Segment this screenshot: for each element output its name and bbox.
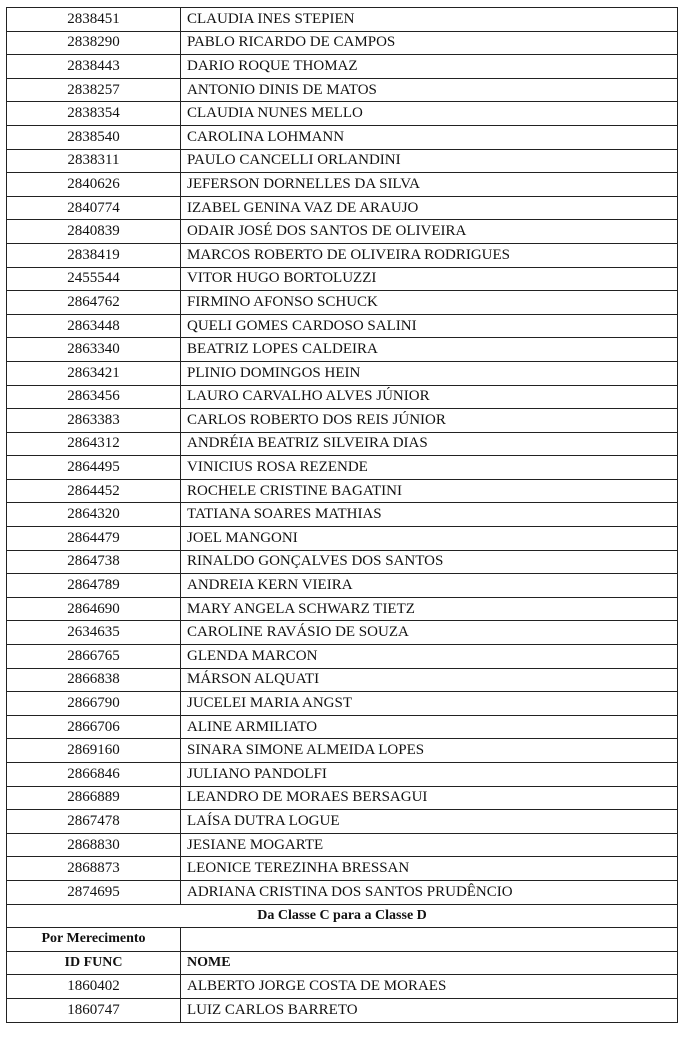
table-row	[7, 173, 678, 197]
employee-name: SINARA SIMONE ALMEIDA LOPES	[181, 739, 678, 763]
table-row	[7, 361, 678, 385]
table-row	[7, 574, 678, 598]
employee-id: 2838257	[7, 78, 181, 102]
employee-name: MARY ANGELA SCHWARZ TIETZ	[181, 597, 678, 621]
merit-label: Por Merecimento	[7, 928, 181, 952]
employee-name: CLAUDIA NUNES MELLO	[181, 102, 678, 126]
employee-name: RINALDO GONÇALVES DOS SANTOS	[181, 550, 678, 574]
header-row	[7, 951, 678, 975]
table-row	[7, 668, 678, 692]
table-row	[7, 739, 678, 763]
employee-name: MÁRSON ALQUATI	[181, 668, 678, 692]
employee-id: 2868873	[7, 857, 181, 881]
employee-id: 2866706	[7, 715, 181, 739]
table-row	[7, 880, 678, 904]
table-body	[7, 8, 678, 1023]
employee-id: 2868830	[7, 833, 181, 857]
employee-id: 1860747	[7, 998, 181, 1022]
employee-id: 2838540	[7, 125, 181, 149]
table-row	[7, 102, 678, 126]
table-row	[7, 267, 678, 291]
employee-table	[6, 7, 678, 1023]
employee-name: TATIANA SOARES MATHIAS	[181, 503, 678, 527]
employee-id: 2864479	[7, 527, 181, 551]
employee-name: PAULO CANCELLI ORLANDINI	[181, 149, 678, 173]
employee-name: VINICIUS ROSA REZENDE	[181, 456, 678, 480]
name-header: NOME	[181, 951, 678, 975]
employee-name: GLENDA MARCON	[181, 645, 678, 669]
table-row	[7, 8, 678, 32]
employee-name: LEANDRO DE MORAES BERSAGUI	[181, 786, 678, 810]
employee-name: ANDREIA KERN VIEIRA	[181, 574, 678, 598]
table-row	[7, 78, 678, 102]
table-row	[7, 31, 678, 55]
table-row	[7, 857, 678, 881]
table-row	[7, 291, 678, 315]
employee-name: CAROLINA LOHMANN	[181, 125, 678, 149]
employee-name: VITOR HUGO BORTOLUZZI	[181, 267, 678, 291]
employee-name: ANTONIO DINIS DE MATOS	[181, 78, 678, 102]
employee-name: JOEL MANGONI	[181, 527, 678, 551]
employee-name: ODAIR JOSÉ DOS SANTOS DE OLIVEIRA	[181, 220, 678, 244]
employee-name: CAROLINE RAVÁSIO DE SOUZA	[181, 621, 678, 645]
employee-id: 2455544	[7, 267, 181, 291]
table-row	[7, 833, 678, 857]
employee-name: LAÍSA DUTRA LOGUE	[181, 810, 678, 834]
employee-name: IZABEL GENINA VAZ DE ARAUJO	[181, 196, 678, 220]
table-row	[7, 621, 678, 645]
table-row	[7, 786, 678, 810]
employee-name: FIRMINO AFONSO SCHUCK	[181, 291, 678, 315]
employee-id: 2838290	[7, 31, 181, 55]
employee-name: LUIZ CARLOS BARRETO	[181, 998, 678, 1022]
employee-name: MARCOS ROBERTO DE OLIVEIRA RODRIGUES	[181, 243, 678, 267]
employee-name: CARLOS ROBERTO DOS REIS JÚNIOR	[181, 409, 678, 433]
table-row	[7, 385, 678, 409]
table-row	[7, 692, 678, 716]
table-row	[7, 338, 678, 362]
employee-id: 2634635	[7, 621, 181, 645]
employee-name: ROCHELE CRISTINE BAGATINI	[181, 479, 678, 503]
table-row	[7, 149, 678, 173]
employee-id: 2869160	[7, 739, 181, 763]
employee-id: 2864762	[7, 291, 181, 315]
employee-id: 2838419	[7, 243, 181, 267]
table-row	[7, 975, 678, 999]
employee-name: LEONICE TEREZINHA BRESSAN	[181, 857, 678, 881]
employee-id: 2838451	[7, 8, 181, 32]
employee-id: 2864738	[7, 550, 181, 574]
employee-id: 2867478	[7, 810, 181, 834]
table-row	[7, 645, 678, 669]
employee-id: 2866889	[7, 786, 181, 810]
employee-id: 1860402	[7, 975, 181, 999]
merit-empty-cell	[181, 928, 678, 952]
table-row	[7, 810, 678, 834]
employee-id: 2838311	[7, 149, 181, 173]
employee-id: 2838443	[7, 55, 181, 79]
table-row	[7, 196, 678, 220]
employee-id: 2840626	[7, 173, 181, 197]
employee-id: 2864789	[7, 574, 181, 598]
employee-id: 2840839	[7, 220, 181, 244]
employee-name: DARIO ROQUE THOMAZ	[181, 55, 678, 79]
table-row	[7, 314, 678, 338]
employee-id: 2866838	[7, 668, 181, 692]
employee-name: ADRIANA CRISTINA DOS SANTOS PRUDÊNCIO	[181, 880, 678, 904]
employee-id: 2866765	[7, 645, 181, 669]
employee-id: 2863421	[7, 361, 181, 385]
employee-name: ALBERTO JORGE COSTA DE MORAES	[181, 975, 678, 999]
employee-id: 2864495	[7, 456, 181, 480]
employee-name: JEFERSON DORNELLES DA SILVA	[181, 173, 678, 197]
table-row	[7, 125, 678, 149]
employee-id: 2838354	[7, 102, 181, 126]
employee-id: 2863448	[7, 314, 181, 338]
table-row	[7, 409, 678, 433]
table-row	[7, 503, 678, 527]
id-header: ID FUNC	[7, 951, 181, 975]
employee-id: 2864320	[7, 503, 181, 527]
employee-name: PABLO RICARDO DE CAMPOS	[181, 31, 678, 55]
employee-id: 2840774	[7, 196, 181, 220]
section-title: Da Classe C para a Classe D	[7, 904, 678, 928]
employee-id: 2874695	[7, 880, 181, 904]
employee-id: 2864312	[7, 432, 181, 456]
employee-name: PLINIO DOMINGOS HEIN	[181, 361, 678, 385]
section-row	[7, 904, 678, 928]
employee-name: QUELI GOMES CARDOSO SALINI	[181, 314, 678, 338]
table-row	[7, 243, 678, 267]
employee-name: CLAUDIA INES STEPIEN	[181, 8, 678, 32]
employee-name: BEATRIZ LOPES CALDEIRA	[181, 338, 678, 362]
table-row	[7, 763, 678, 787]
employee-id: 2863456	[7, 385, 181, 409]
employee-name: ALINE ARMILIATO	[181, 715, 678, 739]
table-row	[7, 432, 678, 456]
employee-name: LAURO CARVALHO ALVES JÚNIOR	[181, 385, 678, 409]
table-row	[7, 597, 678, 621]
table-row	[7, 479, 678, 503]
table-row	[7, 220, 678, 244]
employee-name: ANDRÉIA BEATRIZ SILVEIRA DIAS	[181, 432, 678, 456]
table-row	[7, 55, 678, 79]
employee-name: JUCELEI MARIA ANGST	[181, 692, 678, 716]
table-row	[7, 715, 678, 739]
employee-id: 2863383	[7, 409, 181, 433]
employee-name: JESIANE MOGARTE	[181, 833, 678, 857]
employee-id: 2864690	[7, 597, 181, 621]
table-row	[7, 527, 678, 551]
employee-id: 2864452	[7, 479, 181, 503]
employee-id: 2866846	[7, 763, 181, 787]
merit-row	[7, 928, 678, 952]
employee-name: JULIANO PANDOLFI	[181, 763, 678, 787]
table-row	[7, 456, 678, 480]
table-row	[7, 550, 678, 574]
employee-id: 2863340	[7, 338, 181, 362]
employee-id: 2866790	[7, 692, 181, 716]
table-row	[7, 998, 678, 1022]
